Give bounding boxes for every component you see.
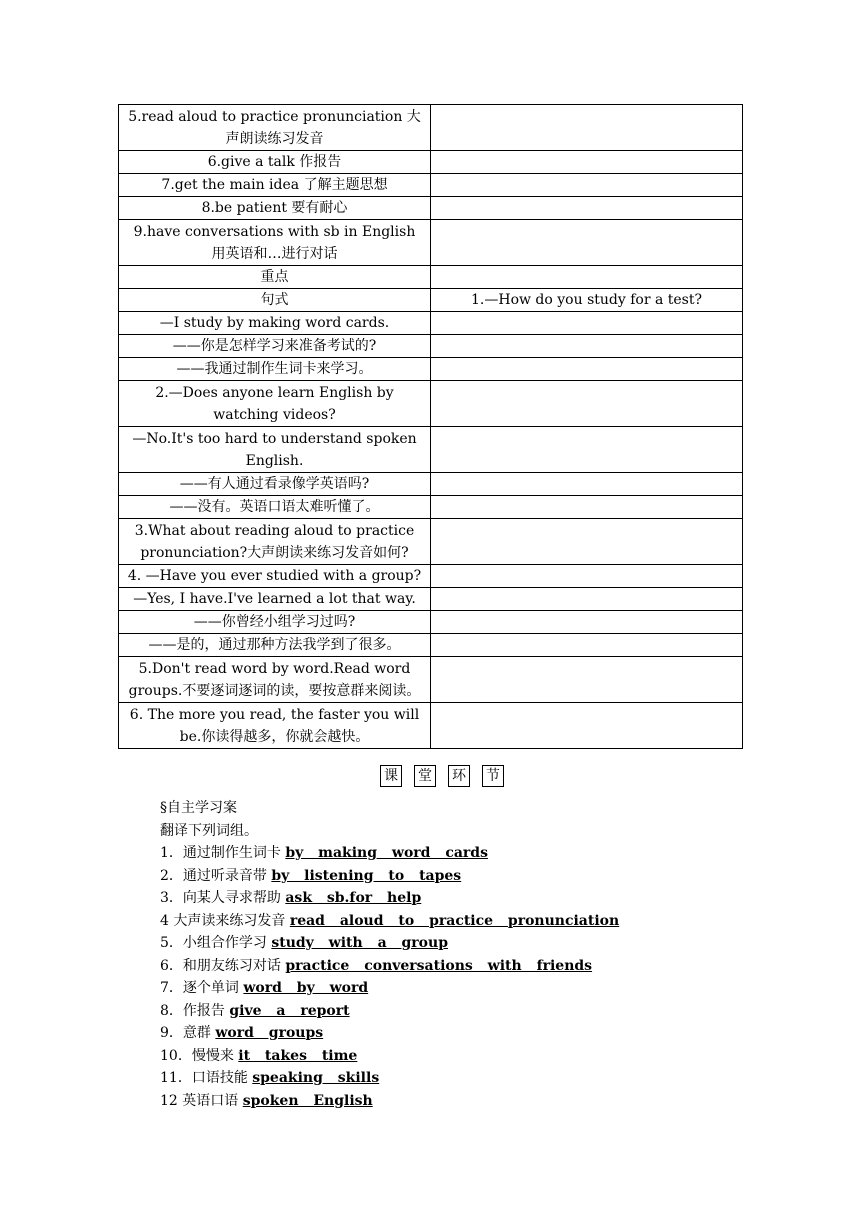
table-cell-right — [431, 703, 743, 749]
table-row — [119, 312, 743, 335]
table-cell-left: —I study by making word cards. — [119, 312, 431, 335]
study-phrases-table — [118, 104, 743, 749]
table-cell-right — [431, 588, 743, 611]
table-row — [119, 657, 743, 703]
table-row — [119, 565, 743, 588]
section-heading: §自主学习案 — [160, 800, 237, 816]
table-cell-right — [431, 519, 743, 565]
table-cell-right — [431, 496, 743, 519]
table-cell-left: —Yes, I have.I've learned a lot that way. — [119, 588, 431, 611]
exercise-prompt: 5．小组合作学习 — [160, 935, 272, 951]
table-cell-right — [431, 312, 743, 335]
exercise-item — [160, 1022, 619, 1045]
banner-char: 堂 — [414, 765, 436, 787]
table-cell-right — [431, 381, 743, 427]
exercise-item — [160, 910, 619, 933]
table-cell-left: 2.—Does anyone learn English by watching videos? — [119, 381, 431, 427]
table-cell-left: 5.read aloud to practice pronunciation 大声朗读练习发音 — [119, 105, 431, 151]
table-cell-left: ——我通过制作生词卡来学习。 — [119, 358, 431, 381]
banner-char: 课 — [380, 765, 402, 787]
table-row — [119, 473, 743, 496]
table-row — [119, 427, 743, 473]
banner-char: 环 — [448, 765, 470, 787]
table-cell-left: 4. —Have you ever studied with a group? — [119, 565, 431, 588]
exercise-item — [160, 887, 619, 910]
exercise-item — [160, 977, 619, 1000]
table-cell-left: 5.Don't read word by word.Read word groups.不要逐词逐词的读，要按意群来阅读。 — [119, 657, 431, 703]
table-cell-left: 重点 — [119, 266, 431, 289]
table-row — [119, 703, 743, 749]
exercise-item — [160, 932, 619, 955]
exercise-answer: by listening to tapes — [271, 867, 462, 884]
table-row — [119, 496, 743, 519]
table-row — [119, 611, 743, 634]
table-row — [119, 634, 743, 657]
exercise-answer: read aloud to practice pronunciation — [289, 912, 620, 929]
exercise-answer: speaking skills — [252, 1070, 380, 1086]
exercise-answer: word groups — [215, 1025, 324, 1041]
table-cell-right — [431, 151, 743, 174]
table-cell-left: ——你是怎样学习来准备考试的? — [119, 335, 431, 358]
table-row — [119, 381, 743, 427]
table-row — [119, 335, 743, 358]
table-cell-right: 1.—How do you study for a test? — [431, 289, 743, 312]
table-row — [119, 289, 743, 312]
self-study-section — [160, 797, 619, 1112]
exercise-answer: spoken English — [242, 1092, 373, 1109]
table-cell-left: ——有人通过看录像学英语吗? — [119, 473, 431, 496]
table-cell-right — [431, 473, 743, 496]
exercise-prompt: 3．向某人寻求帮助 — [160, 890, 286, 906]
exercise-item — [160, 1090, 619, 1113]
table-cell-right — [431, 565, 743, 588]
table-cell-right — [431, 427, 743, 473]
table-cell-left: ——是的，通过那种方法我学到了很多。 — [119, 634, 431, 657]
table-cell-right — [431, 611, 743, 634]
table-cell-left: 6.give a talk 作报告 — [119, 151, 431, 174]
exercise-prompt: 8．作报告 — [160, 1002, 230, 1019]
exercise-prompt: 7．逐个单词 — [160, 980, 244, 996]
table-cell-right — [431, 266, 743, 289]
table-cell-right — [431, 634, 743, 657]
exercise-prompt: 2．通过听录音带 — [160, 867, 272, 884]
table-cell-right — [431, 335, 743, 358]
table-row — [119, 266, 743, 289]
table-row — [119, 197, 743, 220]
table-row — [119, 105, 743, 151]
table-cell-left: 句式 — [119, 289, 431, 312]
table-cell-left: —No.It's too hard to understand spoken English. — [119, 427, 431, 473]
exercise-prompt: 11．口语技能 — [160, 1070, 253, 1086]
table-cell-left: 6. The more you read, the faster you will be.你读得越多，你就会越快。 — [119, 703, 431, 749]
table-cell-left: 8.be patient 要有耐心 — [119, 197, 431, 220]
table-row — [119, 151, 743, 174]
exercise-answer: ask sb.for help — [285, 890, 422, 906]
table-cell-left: 3.What about reading aloud to practice pronunciation?大声朗读来练习发音如何? — [119, 519, 431, 565]
banner-char: 节 — [482, 765, 504, 787]
table-cell-right — [431, 220, 743, 266]
exercise-prompt: 1．通过制作生词卡 — [160, 845, 286, 861]
exercise-answer: it takes time — [238, 1047, 358, 1064]
table-cell-right — [431, 657, 743, 703]
table-row — [119, 358, 743, 381]
exercise-prompt: 6．和朋友练习对话 — [160, 957, 286, 974]
exercise-item — [160, 842, 619, 865]
table-row — [119, 174, 743, 197]
exercise-item — [160, 955, 619, 978]
section-banner — [380, 765, 504, 787]
exercise-prompt: 4 大声读来练习发音 — [160, 912, 290, 929]
table-cell-left: 9.have conversations with sb in English 用英语和…进行对话 — [119, 220, 431, 266]
exercise-prompt: 12 英语口语 — [160, 1092, 243, 1109]
exercise-prompt: 9．意群 — [160, 1025, 216, 1041]
exercise-answer: study with a group — [271, 935, 448, 951]
table-cell-left: ——你曾经小组学习过吗? — [119, 611, 431, 634]
exercise-prompt: 10．慢慢来 — [160, 1047, 239, 1064]
exercise-answer: word by word — [243, 980, 369, 996]
table-cell-right — [431, 105, 743, 151]
table-cell-right — [431, 197, 743, 220]
table-cell-right — [431, 174, 743, 197]
table-cell-left: 7.get the main idea 了解主题思想 — [119, 174, 431, 197]
exercise-answer: practice conversations with friends — [285, 957, 593, 974]
exercise-list — [160, 842, 619, 1112]
table-body — [119, 105, 743, 749]
table-row — [119, 220, 743, 266]
table-cell-right — [431, 358, 743, 381]
table-row — [119, 588, 743, 611]
exercise-answer: by making word cards — [285, 845, 488, 861]
exercise-item — [160, 865, 619, 888]
exercise-answer: give a report — [229, 1002, 350, 1019]
exercise-item — [160, 1000, 619, 1023]
exercise-item — [160, 1067, 619, 1090]
table-row — [119, 519, 743, 565]
instruction: 翻译下列词组。 — [160, 822, 258, 839]
table-cell-left: ——没有。英语口语太难听懂了。 — [119, 496, 431, 519]
exercise-item — [160, 1045, 619, 1068]
